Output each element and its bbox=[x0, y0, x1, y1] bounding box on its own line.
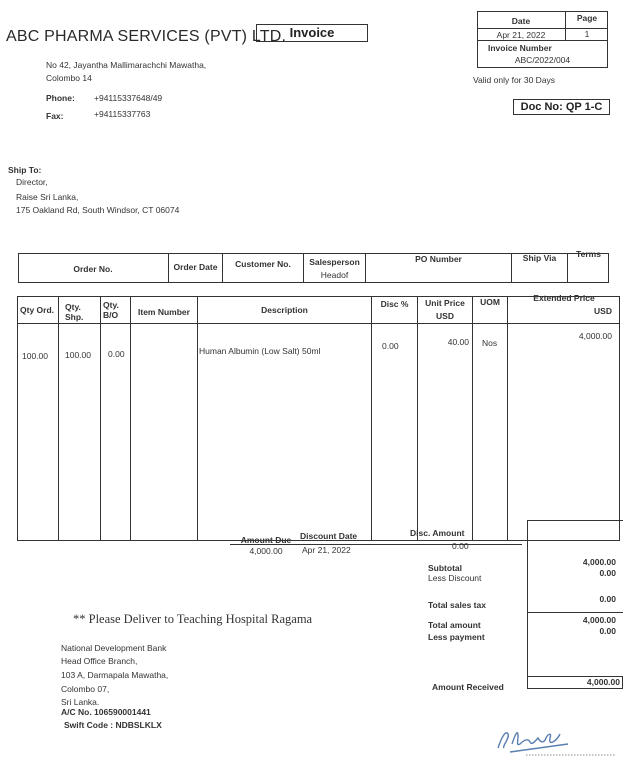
fax-label: Fax: bbox=[46, 111, 64, 121]
extended-price-currency: USD bbox=[594, 306, 612, 316]
less-payment-label: Less payment bbox=[428, 632, 485, 642]
qty-ord-header: Qty Ord. bbox=[20, 305, 55, 315]
phone-label: Phone: bbox=[46, 93, 75, 103]
ship-to-line3: 175 Oakland Rd, South Windsor, CT 06074 bbox=[16, 205, 180, 215]
amount-received-value: 4,000.00 bbox=[586, 677, 620, 687]
bank-line4: Colombo 07, bbox=[61, 684, 110, 694]
page-value: 1 bbox=[584, 29, 590, 39]
qty-bo-header: Qty. B/O bbox=[103, 300, 119, 320]
total-amount-value: 4,000.00 bbox=[582, 615, 616, 625]
item-unit-price: 40.00 bbox=[447, 337, 469, 347]
item-qty-shp: 100.00 bbox=[65, 350, 91, 360]
unit-price-header: Unit Price bbox=[425, 298, 465, 308]
subtotal-value: 4,000.00 bbox=[582, 557, 616, 567]
disc-header: Disc % bbox=[380, 299, 409, 309]
total-amount-label: Total amount bbox=[428, 620, 481, 630]
sales-tax-label: Total sales tax bbox=[428, 600, 486, 610]
customer-no-header: Customer No. bbox=[235, 259, 291, 269]
invoice-number-value: ABC/2022/004 bbox=[514, 55, 571, 65]
sales-tax-value: 0.00 bbox=[599, 594, 616, 604]
salesperson-header: Salesperson bbox=[309, 257, 360, 267]
order-date-header: Order Date bbox=[173, 262, 218, 272]
date-label: Date bbox=[511, 16, 531, 26]
extended-price-header: Extended Price bbox=[533, 293, 595, 303]
item-description: Human Albumin (Low Salt) 50ml bbox=[199, 346, 321, 356]
disc-amount-label: Disc. Amount bbox=[410, 528, 465, 538]
qty-shp-header: Qty. Shp. bbox=[65, 302, 84, 322]
validity-note: Valid only for 30 Days bbox=[473, 75, 556, 85]
ship-to-label: Ship To: bbox=[8, 165, 42, 175]
amount-received-label: Amount Received bbox=[432, 682, 504, 692]
delivery-note: ** Please Deliver to Teaching Hospital Ragama bbox=[73, 612, 313, 626]
less-discount-label: Less Discount bbox=[428, 573, 482, 583]
invoice-number-label: Invoice Number bbox=[488, 43, 552, 53]
po-number-header: PO Number bbox=[415, 254, 462, 264]
item-extended-price: 4,000.00 bbox=[578, 331, 612, 341]
doc-number: Doc No: QP 1-C bbox=[513, 99, 610, 115]
company-address-line1: No 42, Jayantha Mallimarachchi Mawatha, bbox=[46, 60, 207, 70]
signature bbox=[490, 722, 620, 758]
item-disc: 0.00 bbox=[382, 341, 399, 351]
unit-price-currency: USD bbox=[436, 311, 454, 321]
disc-amount-value: 0.00 bbox=[452, 541, 469, 551]
terms-header: Terms bbox=[576, 249, 601, 259]
ship-to-line1: Director, bbox=[16, 177, 48, 187]
date-value: Apr 21, 2022 bbox=[496, 30, 546, 40]
discount-date-label: Discount Date bbox=[300, 531, 358, 541]
amount-due-value: 4,000.00 bbox=[249, 546, 283, 556]
amount-due-label: Amount Due bbox=[240, 535, 292, 545]
discount-date-value: Apr 21, 2022 bbox=[302, 545, 351, 555]
phone-value: +94115337648/49 bbox=[94, 93, 163, 103]
company-name: ABC PHARMA SERVICES (PVT) LTD. bbox=[6, 28, 287, 45]
item-number-header: Item Number bbox=[138, 307, 190, 317]
bank-line2: Head Office Branch, bbox=[61, 656, 138, 666]
subtotal-label: Subtotal bbox=[428, 563, 462, 573]
less-payment-value: 0.00 bbox=[599, 626, 616, 636]
item-uom: Nos bbox=[482, 338, 498, 348]
bank-line5: Sri Lanka. bbox=[61, 697, 100, 707]
description-header: Description bbox=[261, 305, 308, 315]
ship-via-header: Ship Via bbox=[522, 253, 557, 263]
document-title: Invoice bbox=[256, 24, 368, 42]
item-qty-ord: 100.00 bbox=[22, 351, 48, 361]
bank-line3: 103 A, Darmapala Mawatha, bbox=[61, 670, 169, 680]
less-discount-value: 0.00 bbox=[599, 568, 616, 578]
item-qty-bo: 0.00 bbox=[108, 349, 125, 359]
bank-swift: Swift Code : NDBSLKLX bbox=[64, 720, 162, 730]
company-address-line2: Colombo 14 bbox=[46, 73, 92, 83]
ship-to-line2: Raise Sri Lanka, bbox=[16, 192, 79, 202]
bank-line1: National Development Bank bbox=[61, 643, 167, 653]
uom-header: UOM bbox=[480, 297, 500, 307]
fax-value: +94115337763 bbox=[94, 109, 151, 119]
bank-account: A/C No. 106590001441 bbox=[61, 707, 151, 717]
salesperson-value: Headof bbox=[320, 270, 349, 280]
page-label: Page bbox=[576, 13, 598, 23]
order-no-header: Order No. bbox=[73, 264, 113, 274]
